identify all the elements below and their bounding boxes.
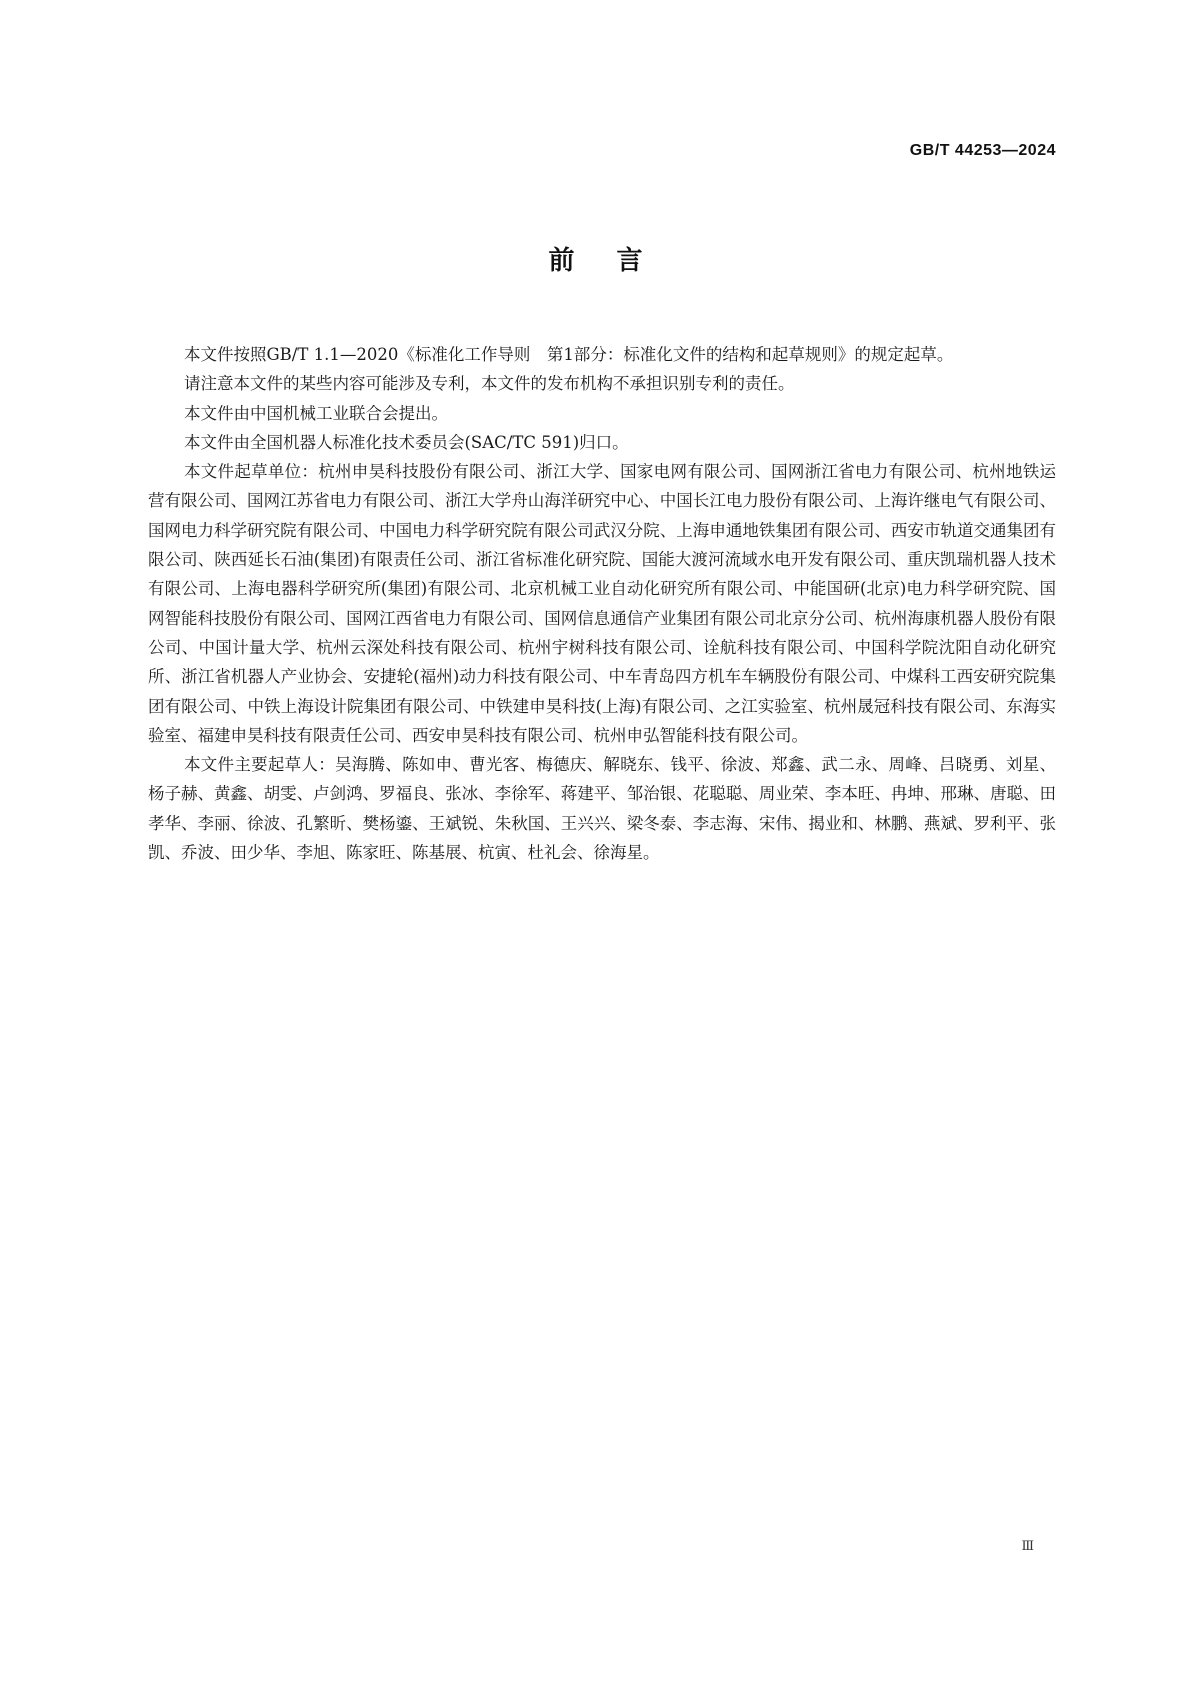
document-number: GB/T 44253—2024: [909, 142, 1056, 159]
page-title: 前言: [548, 246, 685, 276]
paragraph-patent-notice: 请注意本文件的某些内容可能涉及专利，本文件的发布机构不承担识别专利的责任。: [184, 374, 795, 394]
paragraph-drafting-basis: 本文件按照GB/T 1.1—2020《标准化工作导则 第1部分：标准化文件的结构和起草规则》的规定起草。: [184, 345, 954, 364]
paragraph-main-drafters: 本文件主要起草人：吴海腾、陈如申、曹光客、梅德庆、解晓东、钱平、徐波、郑鑫、武二永、周峰、吕晓勇、刘星、杨子赫、黄鑫、胡雯、卢剑鸿、罗福良、张冰、李徐军、蒋建平、邹治银、花聪聪、周业荣、李本旺、冉坤、邢琳、唐聪、田孝华、李丽、徐波、孔繁昕、樊杨鎏、王斌锐、朱秋国、王兴兴、梁冬泰、李志海、宋伟、揭业和、林鹏、燕斌、罗利平、张凯、乔波、田少华、李旭、陈家旺、陈基展、杭寅、杜礼会、徐海星。: [148, 755, 1056, 863]
paragraph-technical-committee: 本文件由全国机器人标准化技术委员会(SAC/TC 591)归口。: [184, 432, 629, 452]
page-number: Ⅲ: [1021, 1539, 1034, 1554]
foreword-body: [148, 340, 1056, 867]
paragraph-drafting-organizations: 本文件起草单位：杭州申昊科技股份有限公司、浙江大学、国家电网有限公司、国网浙江省电力有限公司、杭州地铁运营有限公司、国网江苏省电力有限公司、浙江大学舟山海洋研究中心、中国长江电力股份有限公司、上海许继电气有限公司、国网电力科学研究院有限公司、中国电力科学研究院有限公司武汉分院、上海申通地铁集团有限公司、西安市轨道交通集团有限公司、陕西延长石油(集团)有限责任公司、浙江省标准化研究院、国能大渡河流域水电开发有限公司、重庆凯瑞机器人技术有限公司、上海电器科学研究所(集团)有限公司、北京机械工业自动化研究所有限公司、中能国研(北京)电力科学研究院、国网智能科技股份有限公司、国网江西省电力有限公司、国网信息通信产业集团有限公司北京分公司、杭州海康机器人股份有限公司、中国计量大学、杭州云深处科技有限公司、杭州宇树科技有限公司、诠航科技有限公司、中国科学院沈阳自动化研究所、浙江省机器人产业协会、安捷轮(福州)动力科技有限公司、中车青岛四方机车车辆股份有限公司、中煤科工西安研究院集团有限公司、中铁上海设计院集团有限公司、中铁建申昊科技(上海)有限公司、之江实验室、杭州晟冠科技有限公司、东海实验室、福建申昊科技有限责任公司、西安申昊科技有限公司、杭州申弘智能科技有限公司。: [148, 462, 1056, 745]
paragraph-proposer: 本文件由中国机械工业联合会提出。: [184, 403, 448, 423]
